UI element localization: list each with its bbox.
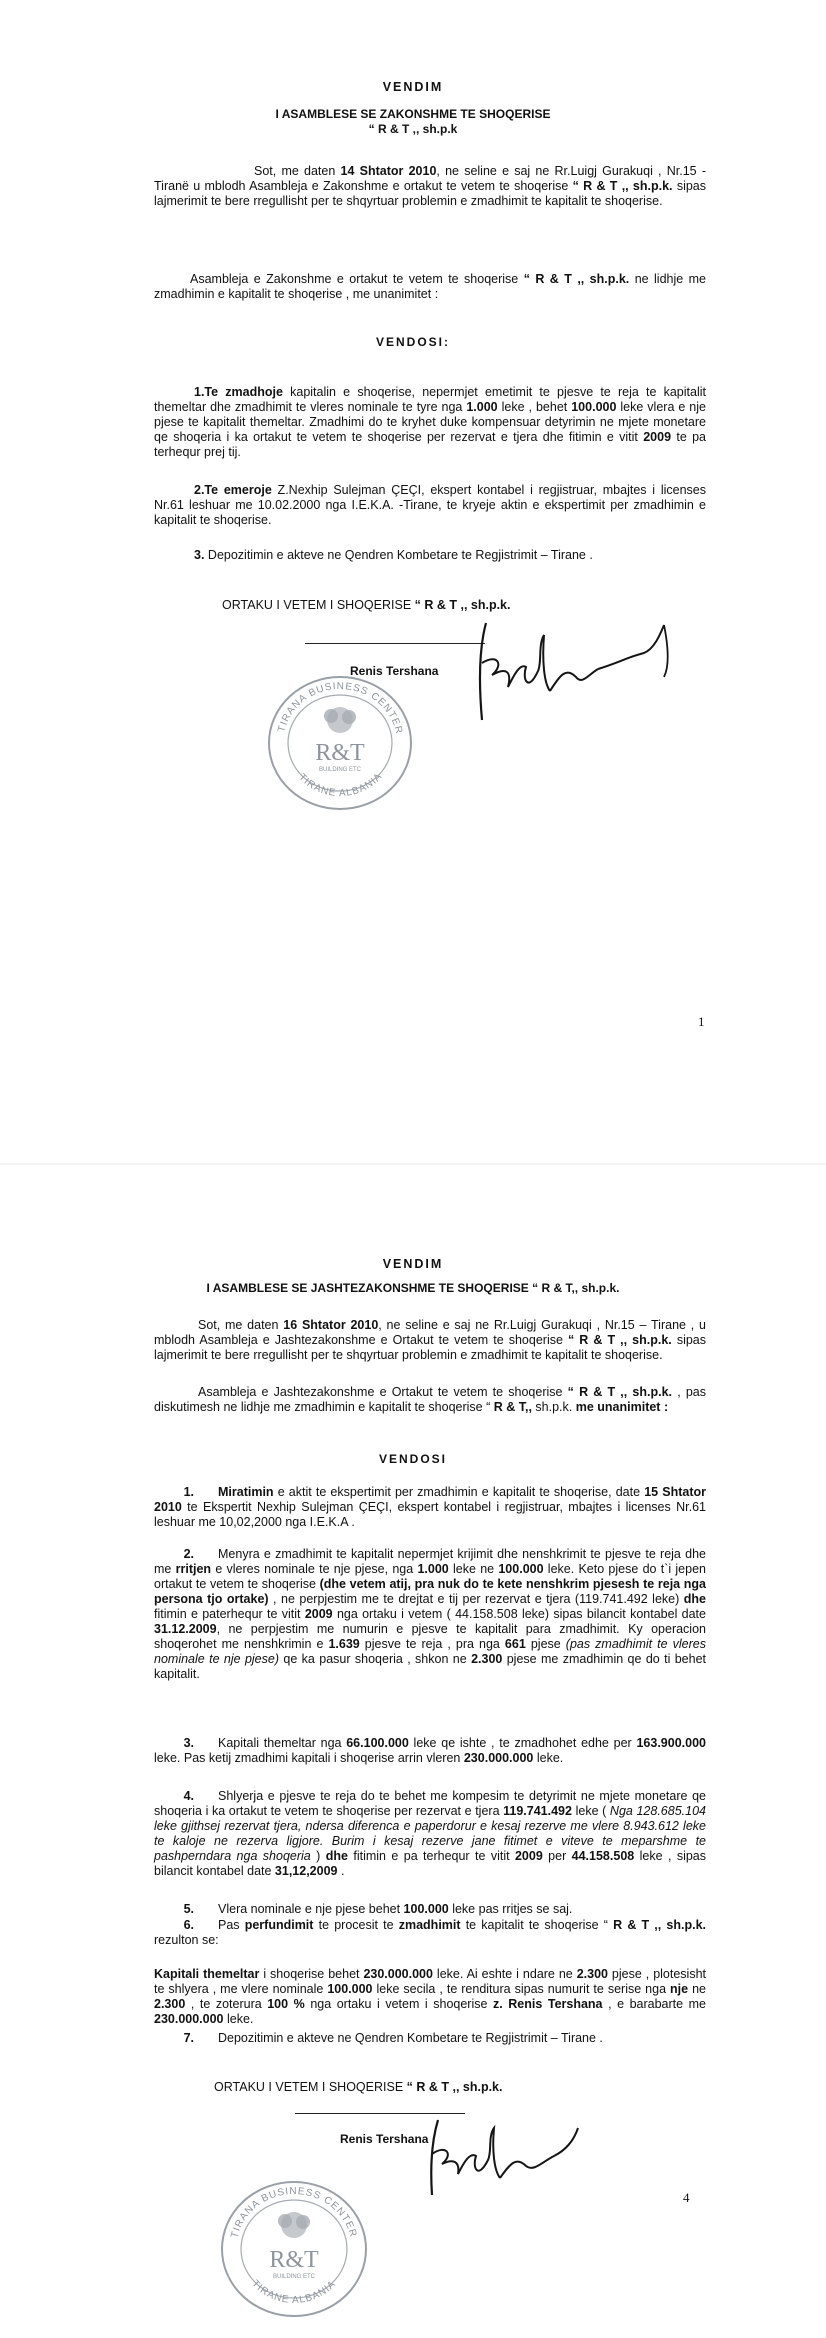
page1-subtitle: I ASAMBLESE SE ZAKONSHME TE SHOQERISE xyxy=(275,107,551,121)
page2-page-number: 4 xyxy=(683,2190,690,2205)
page1-decides-heading: VENDOSI: xyxy=(375,335,450,349)
document-page-1 xyxy=(0,0,826,1165)
stamp-small-text: BUILDING ETC xyxy=(318,767,362,773)
stamp2-monogram: R&T xyxy=(269,2247,319,2273)
handwritten-signature xyxy=(468,605,678,730)
stamp2-bottom-text: TIRANE ALBANIA xyxy=(249,2278,339,2307)
page2-decides-heading: VENDOSI xyxy=(378,1452,447,1466)
page2-decision-item-2: 2. Menyra e zmadhimit te kapitalit nepermjet krijimit dhe nenshkrimit te pjesve te reja dhe me rritjen e vleres nominale te nje pjese, nga 1.000 leke ne 100.000 leke. Keto pjese do t`i jepen ortakut te vetem te shoqerise (dhe vetem atij, pra nuk do te kete nenshkrim pjesesh te reja nga persona tjo ortake) , ne perpjestim me te drejtat e tij per rezervat e tjera (119.741.492 leke) dhe fitimin e paterhequr te vitit 2009 nga ortaku i vetem ( 44.158.508 leke) sipas bilancit kontabel date 31.12.2009, ne perpjestim me numurin e pjesve te kapitalit para zmadhimit. Ky operacion shoqerohet me nenshkrimin e 1.639 pjesve te reja , pra nga 661 pjese (pas zmadhimit te vleres nominale te nje pjese) qe ka pasur shoqeria , shkon ne 2.300 pjese me zmadhimin qe do ti behet kapitalit. xyxy=(154,1547,707,1681)
stamp2-small-text: BUILDING ETC xyxy=(272,2274,316,2280)
document-page-2 xyxy=(0,1165,826,2338)
page1-signer-name: Renis Tershana xyxy=(350,664,439,678)
page1-decision-item-3: 3. Depozitimin e akteve ne Qendren Kombetare te Regjistrimit – Tirane . xyxy=(194,548,593,562)
page2-owner-line: ORTAKU I VETEM I SHOQERISE “ R & T ,, sh.p.k. xyxy=(214,2080,503,2094)
stamp2-top-text: TIRANA BUSINESS CENTER xyxy=(229,2185,359,2240)
page1-page-number: 1 xyxy=(698,1014,705,1029)
page1-assembly-paragraph: Asambleja e Zakonshme e ortakut te vetem te shoqerise “ R & T ,, sh.p.k. ne lidhje me zmadhimin e kapitalit te shoqerise , me unanimitet : xyxy=(154,272,707,301)
page1-intro-paragraph: Sot, me daten 14 Shtator 2010, ne seline e saj ne Rr.Luigj Gurakuqi , Nr.15 - Tiranë u mblodh Asambleja e Zakonshme e ortakut te vetem te shoqerise “ R & T ,, sh.p.k. sipas lajmerimit te bere rregullisht per te shqyrtuar problemin e zmadhimit te kapitalit te shoqerise. xyxy=(154,164,707,208)
page2-signer-name: Renis Tershana xyxy=(340,2132,429,2146)
page1-owner-line: ORTAKU I VETEM I SHOQERISE “ R & T ,, sh.p.k. xyxy=(222,598,511,612)
page2-decision-item-4: 4. Shlyerja e pjesve te reja do te behet me kompesim te detyrimit ne mjete monetare qe shoqeria i ka ortakut te vetem te shoqerise per rezervat e tjera 119.741.492 leke ( Nga 128.685.104 leke gjithsej rezervat tjera, ndersa diferenca e paperdorur e kesaj rezerve me vlere 8.943.612 leke te kaloje ne rezerva ligjore. Burim i kesaj rezerve jane fitimet e viteve te meparshme te pashperndara nga shoqeria ) dhe fitimin e pa terhequr te vitit 2009 per 44.158.508 leke , sipas bilancit kontabel date 31,12,2009 . xyxy=(154,1789,706,1878)
company-stamp-page-2 xyxy=(218,2177,370,2321)
page1-company-line: “ R & T ,, sh.p.k xyxy=(368,122,458,136)
page2-subtitle: I ASAMBLESE SE JASHTEZAKONSHME TE SHOQERISE “ R & T,, sh.p.k. xyxy=(206,1281,620,1295)
stamp-monogram: R&T xyxy=(315,740,365,766)
svg-text:TIRANE ALBANIA xyxy=(296,771,384,799)
page2-assembly-paragraph: Asambleja e Jashtezakonshme e Ortakut te vetem te shoqerise “ R & T ,, sh.p.k. , pas diskutimesh ne lidhje me zmadhimin e kapitalit te shoqerise “ R & T,, sh.p.k. me unanimitet : xyxy=(154,1385,706,1414)
page1-decision-item-1: 1.Te zmadhoje kapitalin e shoqerise, nepermjet emetimit te pjesve te reja te kapitalit themeltar dhe zmadhimit te vleres nominale te tyre nga 1.000 leke , behet 100.000 leke vlera e nje pjese te kapitalit themeltar. Zmadhimi do te kryhet duke kompensuar detyrimin ne mjete monetare qe shoqeria i ka ortakut te vetem te shoqerise per rezervat e tjera dhe fitimin e vitit 2009 te pa terhequr prej tij. xyxy=(154,385,706,459)
page2-decision-item-3: 3. Kapitali themeltar nga 66.100.000 leke qe ishte , te zmadhohet edhe per 163.900.000 leke. Pas ketij zmadhimi kapitali i shoqerise arrin vleren 230.000.000 leke. xyxy=(154,1736,706,1765)
stamp-bottom-text: TIRANE ALBANIA xyxy=(296,770,385,800)
page2-decision-item-5: 5. Vlera nominale e nje pjese behet 100.000 leke pas rritjes se saj. xyxy=(183,1902,573,1916)
page1-signature-line xyxy=(305,643,485,644)
page2-title: VENDIM xyxy=(382,1257,444,1271)
page2-decision-item-7: 7. Depozitimin e akteve ne Qendren Kombetare te Regjistrimit – Tirane . xyxy=(183,2031,603,2045)
page2-decision-item-6: 6. Pas perfundimit te procesit te zmadhimit te kapitalit te shoqerise “ R & T ,, sh.p.k. rezulton se: xyxy=(154,1918,707,1947)
page2-decision-item-1: 1. Miratimin e aktit te ekspertimit per zmadhimin e kapitalit te shoqerise, date 15 Shtator 2010 te Ekspertit Nexhip Sulejman ÇEÇI, ekspert kontabel i regjistruar, mbajtes i licenses Nr.61 leshuar me 10,02,2000 nga I.E.K.A . xyxy=(154,1485,706,1529)
svg-text:TIRANE ALBANIA xyxy=(250,2278,339,2306)
page2-intro-paragraph: Sot, me daten 16 Shtator 2010, ne seline e saj ne Rr.Luigj Gurakuqi , Nr.15 – Tirane , u mblodh Asambleja e Jashtezakonshme e Ortakut te vetem te shoqerise “ R & T ,, sh.p.k. sipas lajmerimit te bere rregullisht per te shqyrtuar problemin e zmadhimit te kapitalit te shoqerise. xyxy=(154,1318,707,1362)
stamp-top-text: TIRANA BUSINESS CENTER xyxy=(276,680,405,736)
page2-capital-paragraph: Kapitali themeltar i shoqerise behet 230.000.000 leke. Ai eshte i ndare ne 2.300 pjese , plotesisht te shlyera , me vlere nominale 100.000 leke secila , te renditura sipas numurit te serise nga nje ne 2.300 , te zoterura 100 % nga ortaku i vetem i shoqerise z. Renis Tershana , e barabarte me 230.000.000 leke. xyxy=(154,1967,707,2026)
page1-title: VENDIM xyxy=(382,80,444,94)
page1-decision-item-2: 2.Te emeroje Z.Nexhip Sulejman ÇEÇI, ekspert kontabel i regjistruar, mbajtes i licenses Nr.61 leshuar me 10.02.2000 nga I.E.K.A. -Tirane, te kryeje aktin e ekspertimit per zmadhimin e kapitalit te shoqerise. xyxy=(154,483,706,527)
handwritten-signature-page-2 xyxy=(418,2110,588,2200)
company-stamp xyxy=(265,672,415,814)
